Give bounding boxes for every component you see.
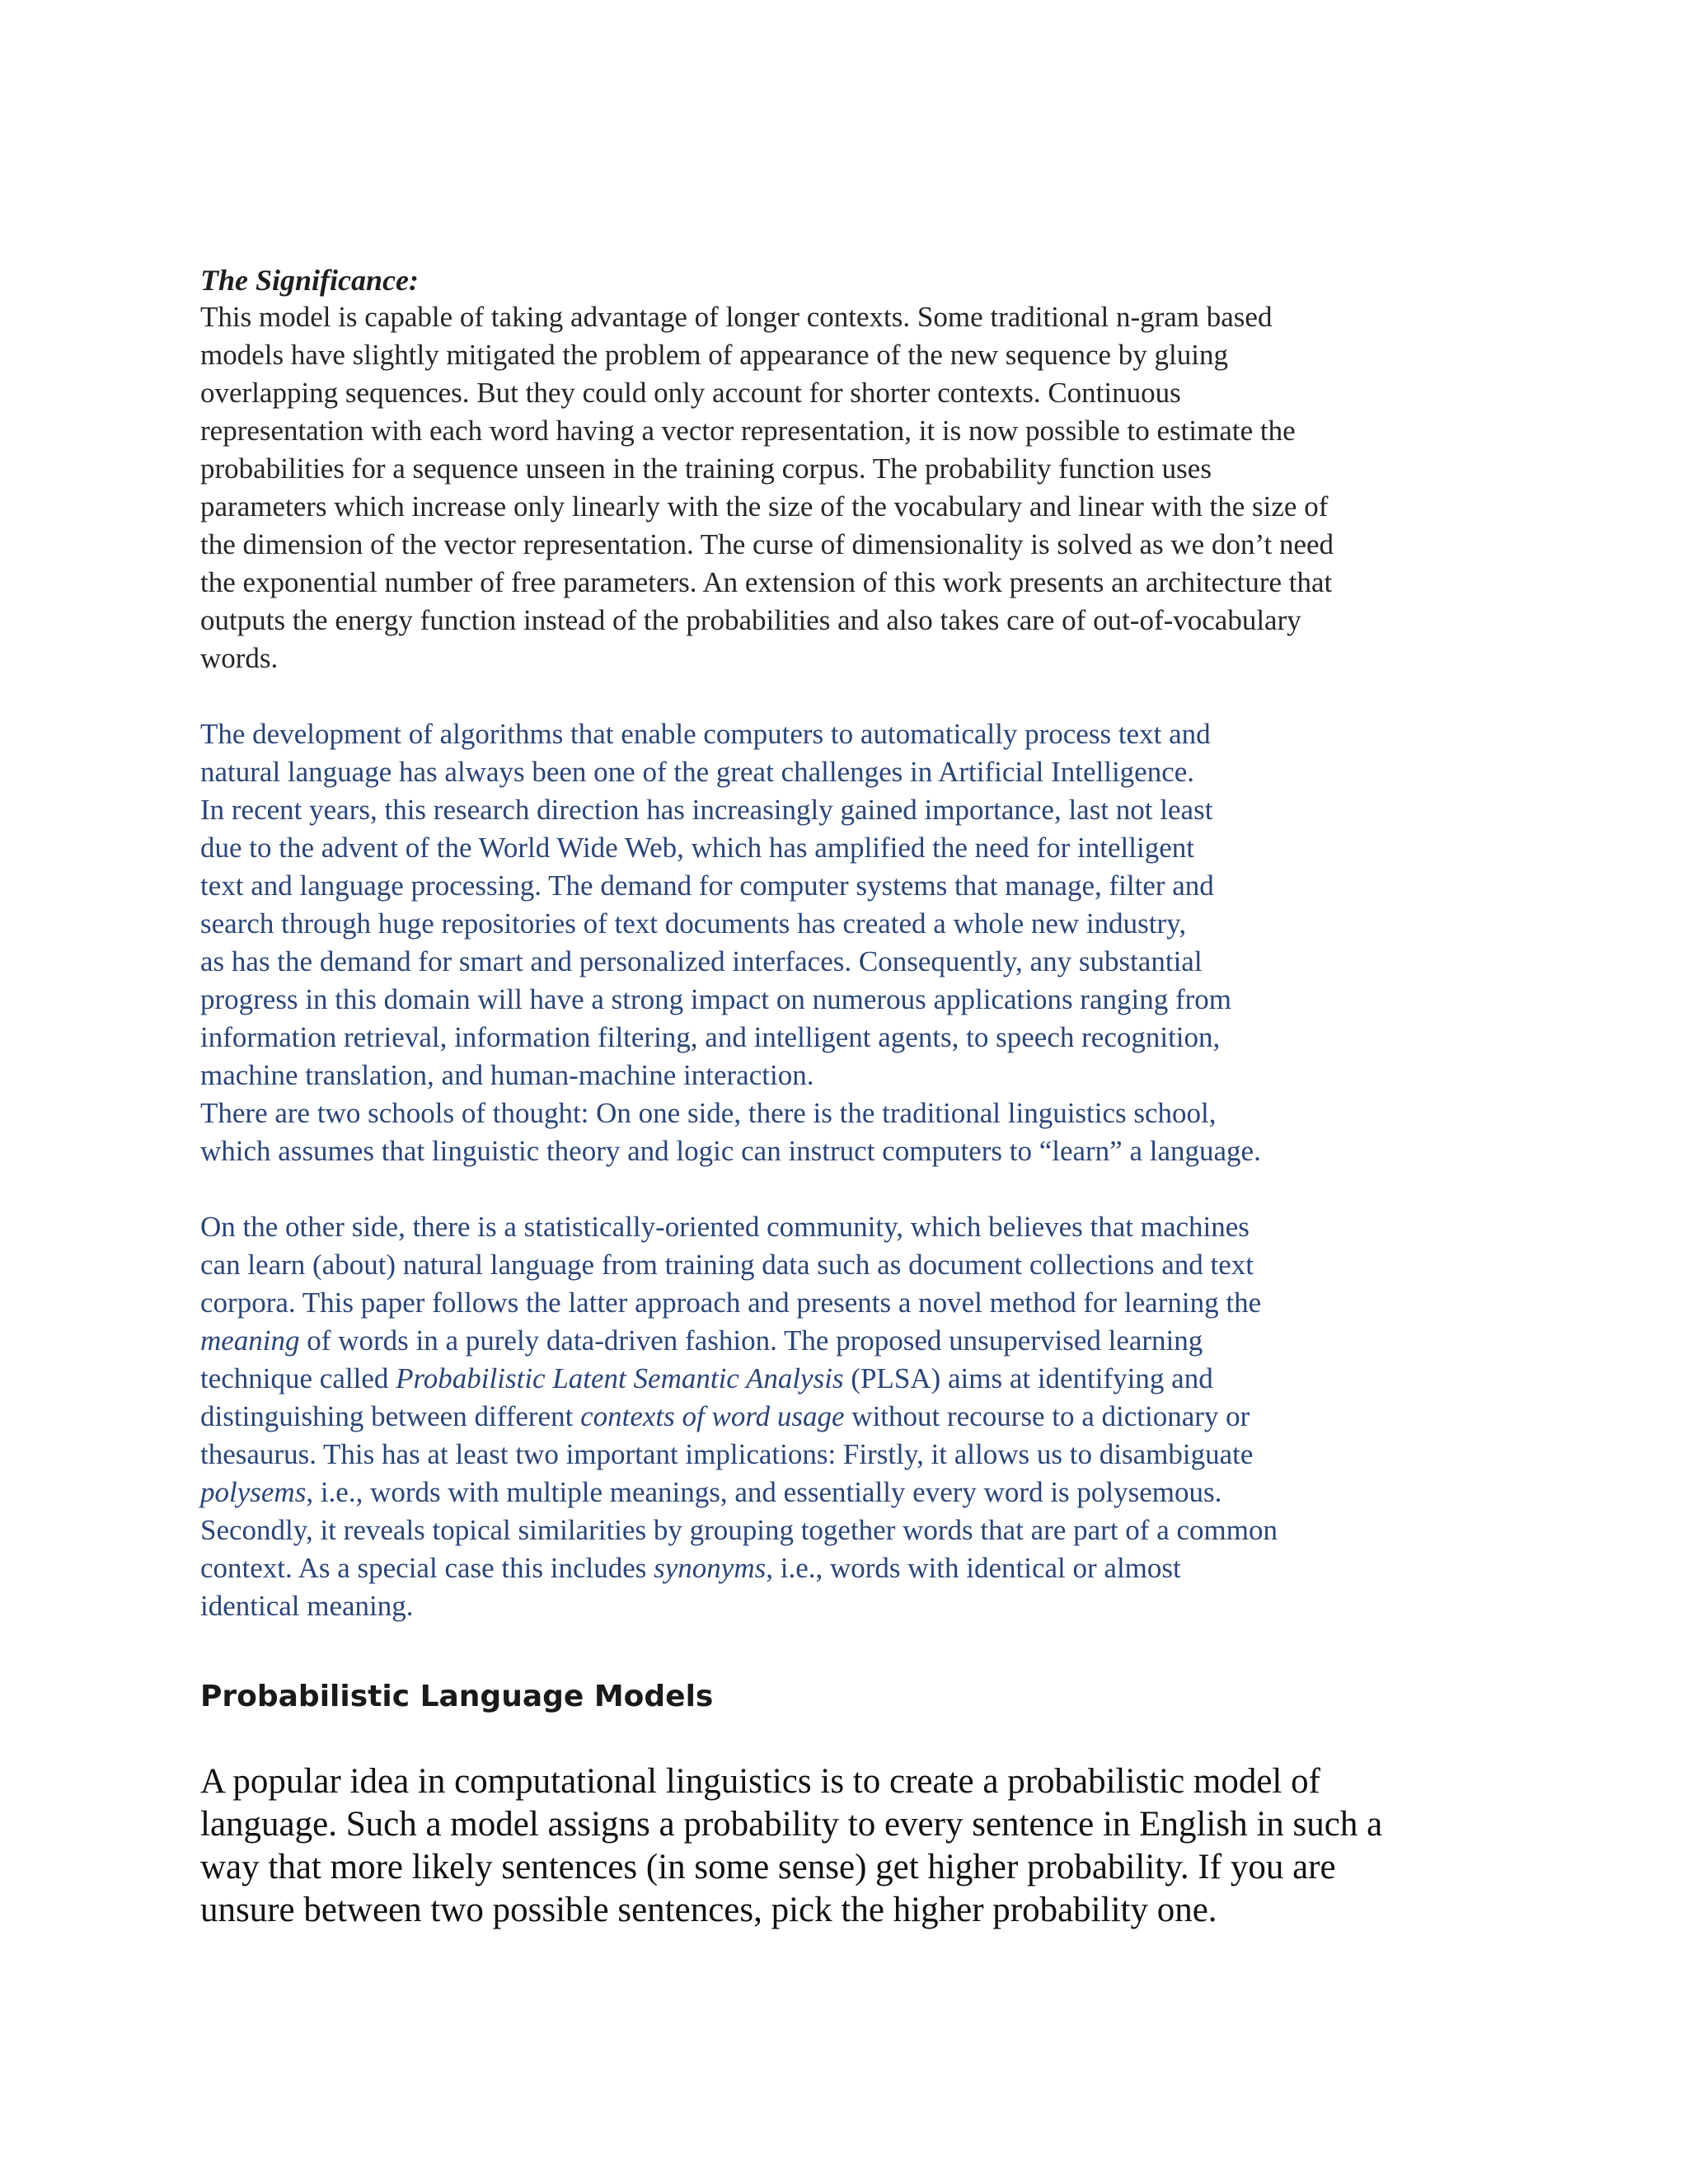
text-fragment: context. As a special case this includes (200, 1552, 654, 1584)
text-fragment: distinguishing between different (200, 1400, 581, 1432)
text-line: representation with each word having a vector representation, it is now possible to estimate the (200, 415, 1296, 447)
text-line: outputs the energy function instead of the probabilities and also takes care of out-of-vocabulary (200, 604, 1301, 636)
italic-term: Probabilistic Latent Semantic Analysis (396, 1362, 844, 1394)
text-line: search through huge repositories of text documents has created a whole new industry, (200, 907, 1187, 940)
text-line: Secondly, it reveals topical similarities by grouping together words that are part of a common (200, 1514, 1278, 1546)
text-fragment: technique called (200, 1362, 396, 1394)
text-line: In recent years, this research direction has increasingly gained importance, last not least (200, 794, 1213, 826)
text-line: thesaurus. This has at least two important implications: Firstly, it allows us to disambiguate (200, 1438, 1254, 1470)
section-title: Probabilistic Language Models (200, 1680, 714, 1713)
text-line: models have slightly mitigated the problem of appearance of the new sequence by gluing (200, 339, 1228, 371)
text-line: the exponential number of free parameters. An extension of this work presents an architecture that (200, 566, 1333, 598)
plm-paragraph (200, 1760, 1511, 1932)
text-fragment: (PLSA) aims at identifying and (843, 1362, 1213, 1394)
text-line: information retrieval, information filtering, and intelligent agents, to speech recognition, (200, 1021, 1221, 1053)
text-line (200, 1322, 1511, 1360)
text-line: parameters which increase only linearly with the size of the vocabulary and linear with the size of (200, 490, 1329, 523)
text-line: due to the advent of the World Wide Web, which has amplified the need for intelligent (200, 832, 1194, 864)
text-fragment: without recourse to a dictionary or (844, 1400, 1250, 1432)
italic-term: polysems (200, 1476, 307, 1508)
text-line: overlapping sequences. But they could only account for shorter contexts. Continuous (200, 377, 1181, 409)
text-line (200, 1360, 1511, 1398)
italic-term: contexts of word usage (580, 1400, 845, 1432)
text-line: A popular idea in computational linguistics is to create a probabilistic model of (200, 1762, 1320, 1801)
text-line: machine translation, and human-machine interaction. (200, 1059, 814, 1091)
italic-term: meaning (200, 1324, 300, 1357)
page-content (200, 262, 1511, 1932)
text-line: progress in this domain will have a strong impact on numerous applications ranging from (200, 983, 1232, 1015)
text-line: can learn (about) natural language from training data such as document collections and text (200, 1249, 1254, 1281)
significance-paragraph (200, 298, 1511, 677)
text-line: There are two schools of thought: On one side, there is the traditional linguistics school, (200, 1097, 1217, 1129)
significance-heading: The Significance: (200, 264, 419, 297)
text-line: natural language has always been one of the great challenges in Artificial Intelligence. (200, 756, 1195, 788)
text-line: identical meaning. (200, 1590, 414, 1622)
text-line (200, 1474, 1511, 1511)
text-line: the dimension of the vector representation. The curse of dimensionality is solved as we don’t need (200, 528, 1334, 560)
text-line: way that more likely sentences (in some sense) get higher probability. If you are (200, 1848, 1336, 1886)
text-line (200, 1398, 1511, 1436)
statistical-paragraph (200, 1208, 1511, 1625)
text-line: as has the demand for smart and personalized interfaces. Consequently, any substantial (200, 945, 1203, 977)
text-line: On the other side, there is a statistically-oriented community, which believes that machines (200, 1211, 1250, 1243)
intro-paragraph (200, 715, 1511, 1170)
text-line: corpora. This paper follows the latter approach and presents a novel method for learning the (200, 1286, 1262, 1319)
text-line (200, 1549, 1511, 1587)
text-line: The development of algorithms that enable computers to automatically process text and (200, 718, 1211, 750)
text-line: words. (200, 642, 279, 674)
text-line: text and language processing. The demand for computer systems that manage, filter and (200, 869, 1214, 902)
text-line: which assumes that linguistic theory and logic can instruct computers to “learn” a language. (200, 1135, 1261, 1167)
text-fragment: , i.e., words with identical or almost (766, 1552, 1181, 1584)
text-line: language. Such a model assigns a probability to every sentence in English in such a (200, 1805, 1383, 1844)
text-line: This model is capable of taking advantage of longer contexts. Some traditional n-gram based (200, 301, 1273, 333)
italic-term: synonyms (654, 1552, 767, 1584)
text-line: unsure between two possible sentences, pick the higher probability one. (200, 1891, 1217, 1929)
text-fragment: of words in a purely data-driven fashion. The proposed unsupervised learning (299, 1324, 1203, 1357)
text-fragment: , i.e., words with multiple meanings, and essentially every word is polysemous. (306, 1476, 1222, 1508)
text-line: probabilities for a sequence unseen in the training corpus. The probability function uses (200, 452, 1212, 485)
